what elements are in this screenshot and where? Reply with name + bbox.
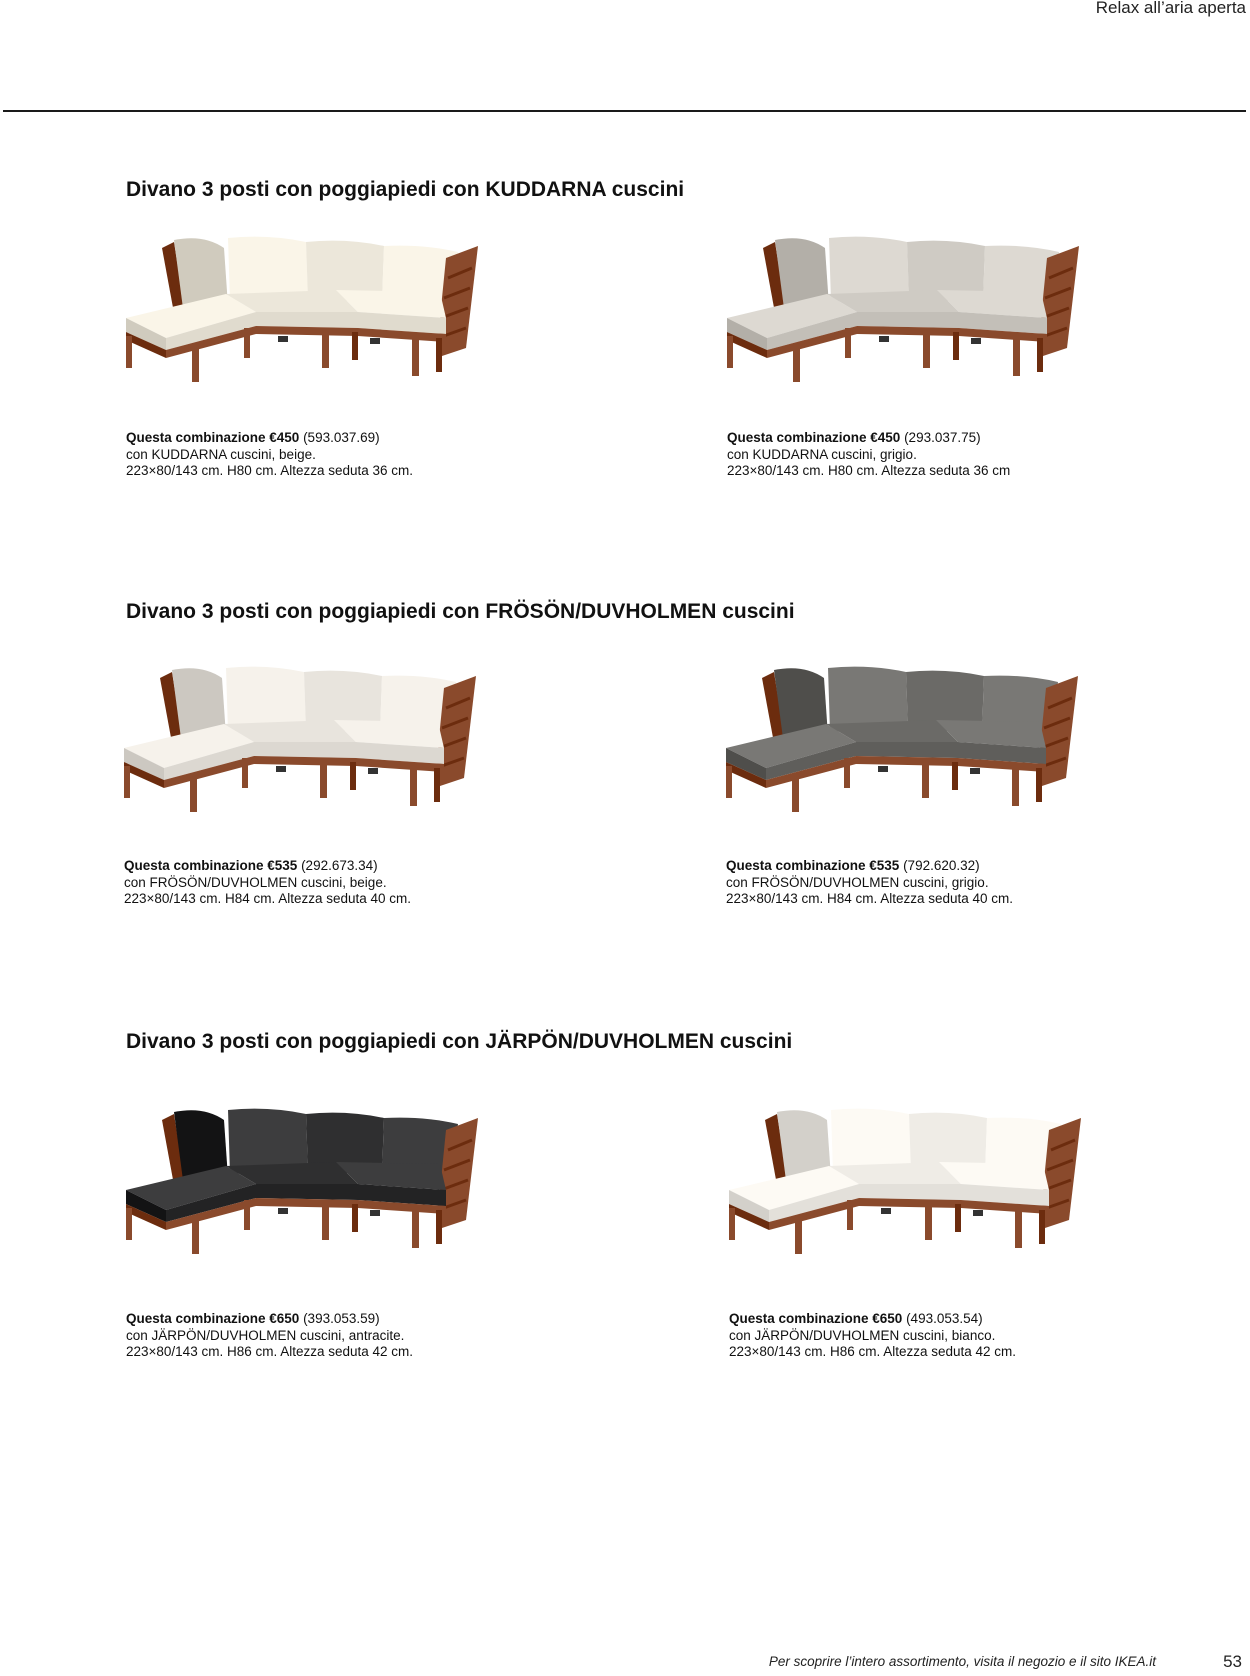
product-variant: con JÄRPÖN/DUVHOLMEN cuscini, bianco. [729, 1327, 996, 1343]
price-label: Questa combinazione €535 [124, 858, 298, 873]
sofa-image [126, 228, 506, 398]
article-number: (493.053.54) [902, 1311, 983, 1326]
product-dimensions: 223×80/143 cm. H84 cm. Altezza seduta 40 cm. [726, 891, 1014, 906]
price-label: Questa combinazione €650 [126, 1311, 300, 1326]
product-card [726, 658, 1246, 908]
article-number: (792.620.32) [899, 858, 980, 873]
article-number: (293.037.75) [900, 430, 981, 445]
sofa-image [124, 658, 504, 828]
section-title-kuddarna: Divano 3 posti con poggiapiedi con KUDDARNA cuscini [126, 178, 685, 201]
section-title-jarpon: Divano 3 posti con poggiapiedi con JÄRPÖN/DUVHOLMEN cuscini [126, 1030, 793, 1053]
product-dimensions: 223×80/143 cm. H84 cm. Altezza seduta 40 cm. [124, 891, 412, 906]
product-dimensions: 223×80/143 cm. H86 cm. Altezza seduta 42 cm. [126, 1344, 414, 1359]
product-caption [126, 1311, 646, 1361]
article-number: (393.053.59) [299, 1311, 380, 1326]
page-number: 53 [1223, 1652, 1242, 1671]
sofa-image [726, 658, 1106, 828]
product-card [126, 228, 646, 480]
product-variant: con JÄRPÖN/DUVHOLMEN cuscini, antracite. [126, 1327, 405, 1343]
product-dimensions: 223×80/143 cm. H80 cm. Altezza seduta 36 cm [727, 463, 1011, 478]
product-card [729, 1100, 1249, 1361]
product-variant: con FRÖSÖN/DUVHOLMEN cuscini, beige. [124, 874, 387, 890]
product-dimensions: 223×80/143 cm. H86 cm. Altezza seduta 42 cm. [729, 1344, 1017, 1359]
sofa-image [126, 1100, 506, 1270]
product-caption [126, 430, 646, 480]
sofa-image [729, 1100, 1109, 1270]
header-divider [3, 110, 1246, 112]
product-caption [727, 430, 1247, 480]
footer-text: Per scoprire l’intero assortimento, visita il negozio e il sito IKEA.it [768, 1654, 1156, 1669]
product-variant: con FRÖSÖN/DUVHOLMEN cuscini, grigio. [726, 874, 989, 890]
section-title-froson: Divano 3 posti con poggiapiedi con FRÖSÖN/DUVHOLMEN cuscini [126, 600, 795, 623]
product-caption [729, 1311, 1249, 1361]
price-label: Questa combinazione €535 [726, 858, 900, 873]
product-caption [726, 858, 1246, 908]
product-variant: con KUDDARNA cuscini, grigio. [727, 446, 917, 462]
article-number: (292.673.34) [297, 858, 378, 873]
price-label: Questa combinazione €650 [729, 1311, 903, 1326]
product-caption [124, 858, 644, 908]
header-title: Relax all’aria aperta [1095, 0, 1246, 17]
product-card [727, 228, 1247, 480]
product-card [126, 1100, 646, 1361]
price-label: Questa combinazione €450 [126, 430, 300, 445]
price-label: Questa combinazione €450 [727, 430, 901, 445]
sofa-image [727, 228, 1107, 398]
product-dimensions: 223×80/143 cm. H80 cm. Altezza seduta 36 cm. [126, 463, 414, 478]
article-number: (593.037.69) [299, 430, 380, 445]
product-variant: con KUDDARNA cuscini, beige. [126, 446, 316, 462]
product-card [124, 658, 644, 908]
